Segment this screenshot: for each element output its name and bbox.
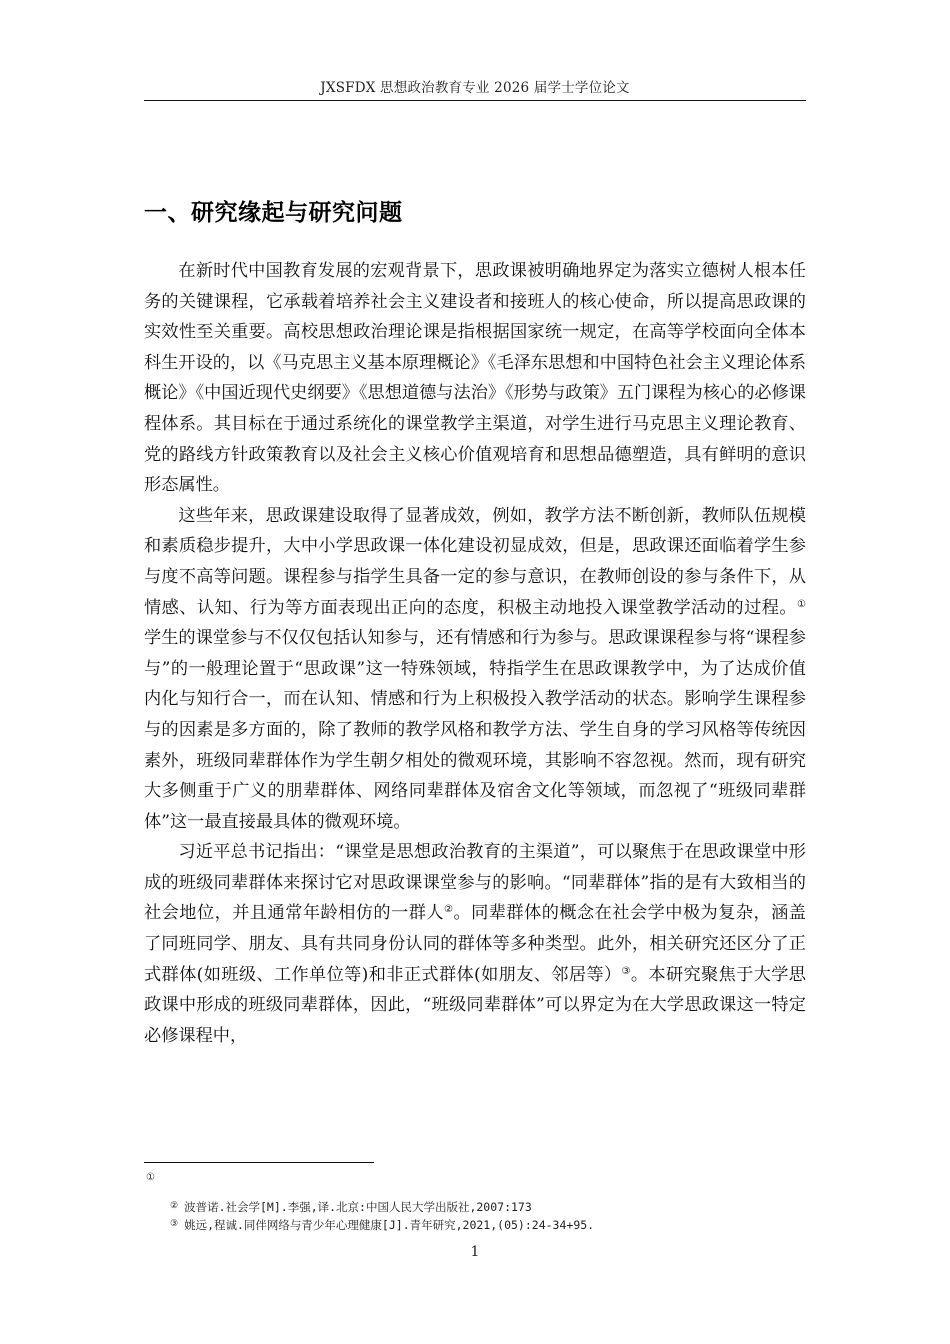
footnote-2 xyxy=(170,1198,790,1216)
footnote-text: 姚远,程诚.同伴网络与青少年心理健康[J].青年研究,2021,(05):24-34+95. xyxy=(184,1218,595,1232)
paragraph-text: 。本研究聚焦于大学思政课中形成的班级同辈群体，因此，“班级同辈群体”可以界定为在大学思政课这一特定必修课程中， xyxy=(144,964,806,1046)
footnote-mark: ② xyxy=(170,1201,179,1211)
footnote-mark-1: ① xyxy=(146,1172,155,1183)
paragraph-1 xyxy=(144,256,806,501)
footnote-text: 波普诺.社会学[M].李强,译.北京:中国人民大学出版社,2007:173 xyxy=(184,1200,532,1214)
footnote-ref-2[interactable]: ② xyxy=(444,904,454,916)
page-number: 1 xyxy=(470,1244,480,1260)
paragraph-text: 这些年来，思政课建设取得了显著成效，例如，教学方法不断创新，教师队伍规模和素质稳步提升，大中小学思政课一体化建设初显成效，但是，思政课还面临着学生参与度不高等问题。课程参与指学生具备一定的参与意识，在教师创设的参与条件下，从情感、认知、行为等方面表现出正向的态度，积极主动地投入课堂教学活动的过程。 xyxy=(144,505,806,618)
footnote-3 xyxy=(170,1216,790,1234)
footnote-rule xyxy=(144,1162,374,1163)
paragraph-2 xyxy=(144,501,806,838)
paragraph-text: 习近平总书记指出：“课堂是思想政治教育的主渠道”，可以聚焦于在思政课堂中形成的班级同辈群体来探讨它对思政课课堂参与的影响。“同辈群体”指的是有大致相当的社会地位，并且通常年龄相仿的一群人 xyxy=(144,842,806,924)
paragraph-3 xyxy=(144,837,806,1051)
paragraph-text: 学生的课堂参与不仅仅包括认知参与，还有情感和行为参与。思政课课程参与将“课程参与”的一般理论置于“思政课”这一特殊领域，特指学生在思政课教学中，为了达成价值内化与知行合一，而在认知、情感和行为上积极投入教学活动的状态。影响学生课程参与的因素是多方面的，除了教师的教学风格和教学方法、学生自身的学习风格等传统因素外，班级同辈群体作为学生朝夕相处的微观环境，其影响不容忽视。然而，现有研究大多侧重于广义的朋辈群体、网络同辈群体及宿舍文化等领域，而忽视了“班级同辈群体”这一最直接最具体的微观环境。 xyxy=(144,628,806,832)
footnotes xyxy=(170,1198,790,1234)
page-header: JXSFDX 思想政治教育专业 2026 届学士学位论文 xyxy=(320,80,630,96)
paragraph-text: 。同辈群体的概念在社会学中极为复杂，涵盖了同班同学、朋友、具有共同身份认同的群体等多种类型。此外，相关研究还区分了正式群体(如班级、工作单位等)和非正式群体(如朋友、邻居等） xyxy=(144,903,806,985)
footnote-mark: ③ xyxy=(170,1219,179,1229)
body-text xyxy=(144,256,806,1051)
header-rule xyxy=(144,100,806,101)
footnote-ref-1[interactable]: ① xyxy=(797,598,806,610)
section-title: 一、研究缘起与研究问题 xyxy=(144,200,403,226)
paragraph-text: 在新时代中国教育发展的宏观背景下，思政课被明确地界定为落实立德树人根本任务的关键课程，它承载着培养社会主义建设者和接班人的核心使命，所以提高思政课的实效性至关重要。高校思想政治理论课是指根据国家统一规定，在高等学校面向全体本科生开设的，以《马克思主义基本原理概论》《毛泽东思想和中国特色社会主义理论体系概论》《中国近现代史纲要》《思想道德与法治》《形势与政策》五门课程为核心的必修课程体系。其目标在于通过系统化的课堂教学主渠道，对学生进行马克思主义理论教育、党的路线方针政策教育以及社会主义核心价值观培育和思想品德塑造，具有鲜明的意识形态属性。 xyxy=(144,261,806,496)
footnote-ref-3[interactable]: ③ xyxy=(621,965,631,977)
